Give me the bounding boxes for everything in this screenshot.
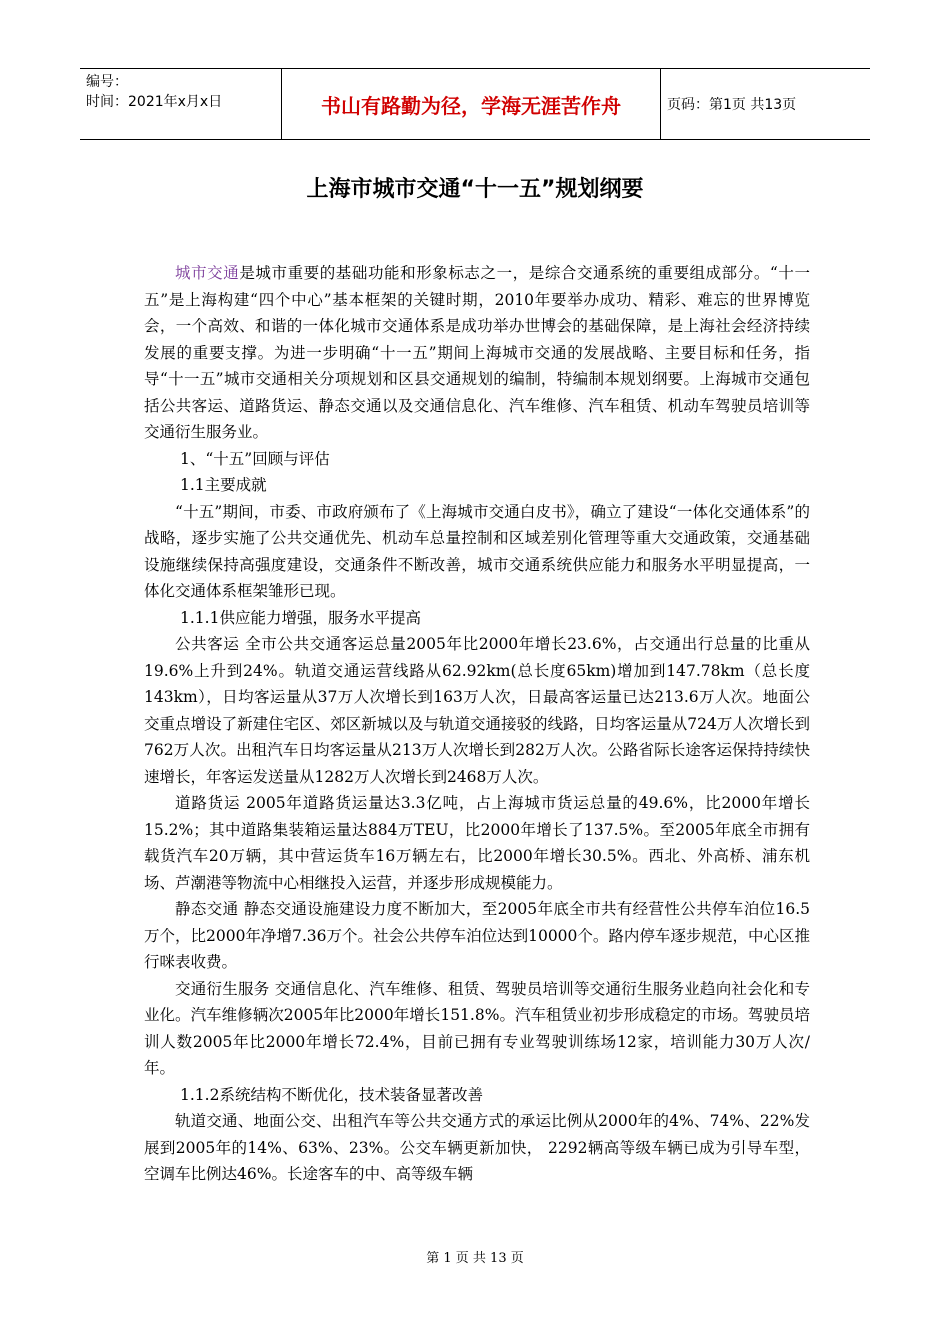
section-heading-1: 1、“十五”回顾与评估: [180, 449, 330, 468]
page-footer: 第 1 页 共 13 页: [426, 1251, 524, 1266]
number-label: 编号：: [86, 74, 128, 90]
page-info: 页码：第1页 共13页: [667, 97, 797, 113]
section-heading-1-1-2: 1.1.2系统结构不断优化，技术装备显著改善: [180, 1085, 483, 1104]
paragraph-static-traffic: 静态交通 静态交通设施建设力度不断加大，至2005年底全市共有经营性公共停车泊位16.5万个，比2000年净增7.36万个。社会公共停车泊位达到10000个。路内停车逐步规范，中心区推行咪表收费。: [144, 900, 810, 971]
date-label: 时间：2021年x月x日: [86, 94, 223, 110]
page-title: 上海市城市交通“十一五”规划纲要: [306, 177, 644, 202]
section-heading-1-1-1: 1.1.1供应能力增强，服务水平提高: [180, 608, 421, 627]
paragraph-structure: 轨道交通、地面公交、出租汽车等公共交通方式的承运比例从2000年的4%、74%、22%发展到2005年的14%、63%、23%。公交车辆更新加快， 2292辆高等级车辆已成为引导车型，空调车比例达46%。长途客车的中、高等级车辆: [144, 1112, 810, 1183]
document-header: [80, 68, 870, 140]
paragraph-road-freight: 道路货运 2005年道路货运量达3.3亿吨，占上海城市货运总量的49.6%，比2000年增长15.2%；其中道路集装箱运量达884万TEU，比2000年增长了137.5%。至2005年底全市拥有载货汽车20万辆，其中营运货车16万辆左右，比2000年增长30.5%。西北、外高桥、浦东机场、芦潮港等物流中心相继投入运营，并逐步形成规模能力。: [144, 794, 810, 892]
paragraph-derivative-services: 交通衍生服务 交通信息化、汽车维修、租赁、驾驶员培训等交通衍生服务业趋向社会化和专业化。汽车维修辆次2005年比2000年增长151.8%。汽车租赁业初步形成稳定的市场。驾驶员培训人数2005年比2000年增长72.4%，目前已拥有专业驾驶训练场12家，培训能力30万人次/年。: [144, 979, 810, 1077]
intro-paragraph: [144, 260, 810, 446]
paragraph-public-transit: 公共客运 全市公共交通客运总量2005年比2000年增长23.6%，占交通出行总量的比重从19.6%上升到24%。轨道交通运营线路从62.92km(总长度65km)增加到147.78km（总长度143km），日均客运量从37万人次增长到163万人次，日最高客运量已达213.6万人次。地面公交重点增设了新建住宅区、郊区新城以及与轨道交通接驳的线路，日均客运量从724万人次增长到762万人次。出租汽车日均客运量从213万人次增长到282万人次。公路省际长途客运保持持续快速增长，年客运发送量从1282万人次增长到2468万人次。: [144, 635, 810, 786]
section-heading-1-1: 1.1主要成就: [180, 476, 267, 494]
paragraph-achievements: “十五”期间，市委、市政府颁布了《上海城市交通白皮书》，确立了建设“一体化交通体系”的战略，逐步实施了公共交通优先、机动车总量控制和区域差别化管理等重大交通政策，交通基础设施继续保持高强度建设，交通条件不断改善，城市交通系统供应能力和服务水平明显提高，一体化交通体系框架雏形已现。: [144, 502, 810, 600]
intro-text: 是城市重要的基础功能和形象标志之一，是综合交通系统的重要组成部分。“十一五”是上海构建“四个中心”基本框架的关键时期，2010年要举办成功、精彩、难忘的世界博览会，一个高效、和谐的一体化城市交通体系是成功举办世博会的基础保障，是上海社会经济持续发展的重要支撑。为进一步明确“十一五”期间上海城市交通的发展战略、主要目标和任务，指导“十一五”城市交通相关分项规划和区县交通规划的编制，特编制本规划纲要。上海城市交通包括公共客运、道路货运、静态交通以及交通信息化、汽车维修、汽车租赁、机动车驾驶员培训等交通衍生服务业。: [144, 264, 810, 441]
header-meta: [80, 69, 282, 139]
city-traffic-link[interactable]: 城市交通: [175, 264, 240, 282]
document-body: [144, 260, 810, 1188]
motto: 书山有路勤为径，学海无涯苦作舟: [282, 69, 661, 139]
